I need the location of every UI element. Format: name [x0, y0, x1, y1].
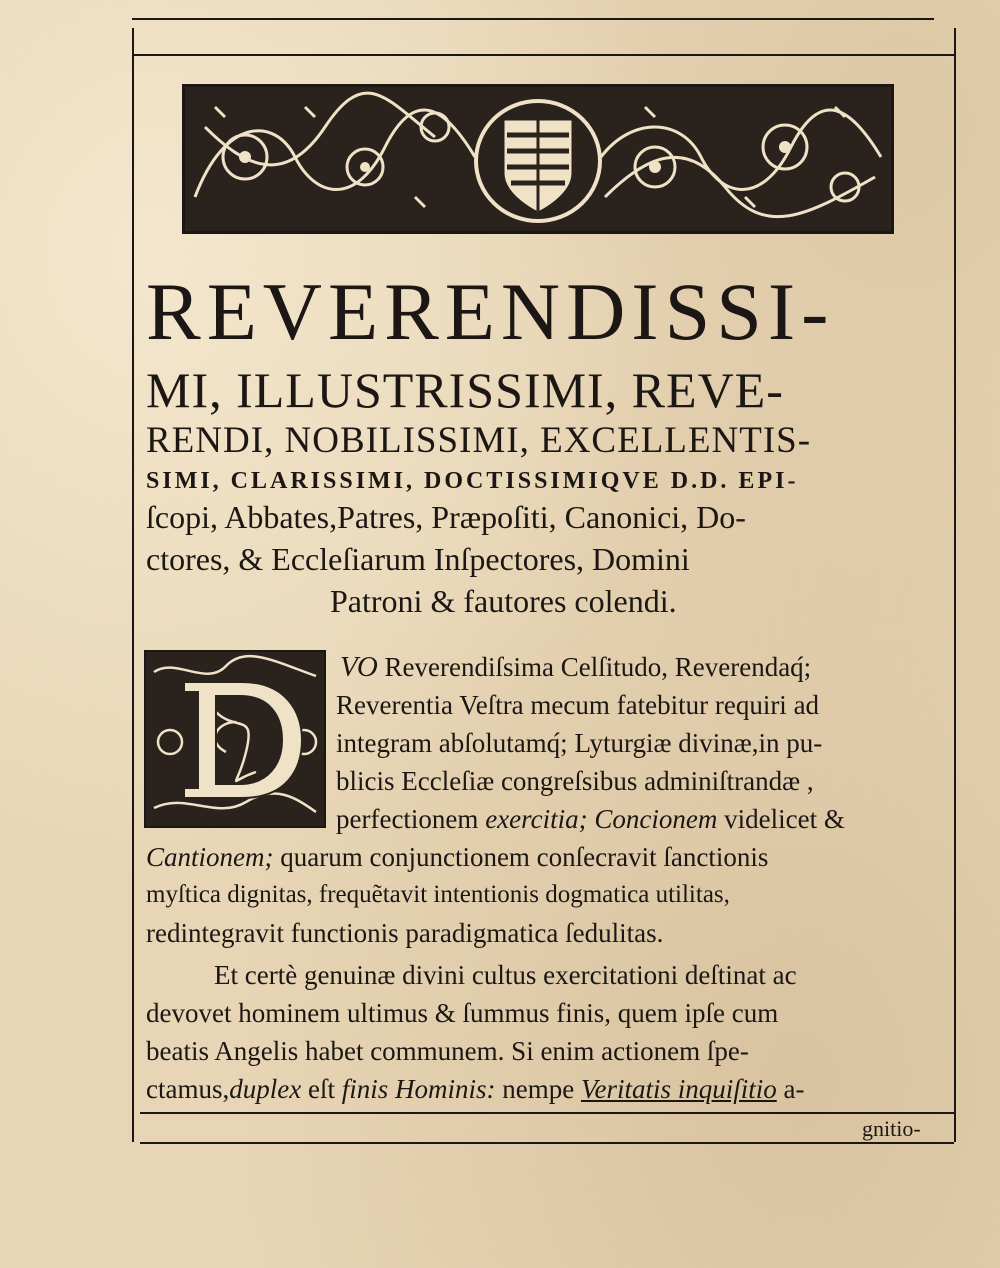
woodcut-headpiece: [182, 84, 894, 234]
body-line-1: [340, 650, 811, 684]
body-line-2: Reverentia Veſtra mecum fatebitur requiri ad: [336, 690, 820, 720]
body-text-12g: a-: [776, 1074, 805, 1104]
body-text-5a: perfectionem: [336, 804, 486, 834]
heading-line-6: ctores, & Eccleſiarum Inſpectores, Domini: [146, 541, 690, 577]
body-text-5b: exercitia; Concionem: [485, 804, 718, 834]
heading-line-1: REVERENDISSI-: [146, 266, 835, 357]
heading-line-4: SIMI, CLARISSIMI, DOCTISSIMIQVE D.D. EPI-: [146, 468, 799, 494]
bottom-rule: [140, 1112, 954, 1114]
catchword: gnitio-: [862, 1116, 921, 1141]
body-line-3: integram abſolutamq́; Lyturgiæ divinæ,in pu-: [336, 728, 823, 758]
top-rule: [132, 18, 934, 20]
body-text-6a: Cantionem;: [146, 842, 274, 872]
body-line-9: Et certè genuinæ divini cultus exercitationi deſtinat ac: [214, 960, 797, 990]
body-line-4: blicis Eccleſiæ congreſsibus adminiſtrandæ ,: [336, 766, 814, 796]
body-text-6b: quarum conjunctionem conſecravit ſanctionis: [273, 842, 769, 872]
body-line-6: [146, 840, 768, 874]
heading-line-5: ſcopi, Abbates,Patres, Præpoſiti, Canonici, Do-: [146, 499, 746, 535]
headpiece-ornament-icon: [185, 87, 891, 231]
body-text-12d: finis Hominis:: [341, 1074, 496, 1104]
body-line-11: beatis Angelis habet communem. Si enim actionem ſpe-: [146, 1036, 749, 1066]
heading-line-2: MI, ILLUSTRISSIMI, REVE-: [146, 362, 784, 418]
heading-line-7: Patroni & fautores colendi.: [330, 583, 677, 619]
body-line-7: myſtica dignitas, frequẽtavit intentionis dogmatica utilitas,: [146, 881, 730, 908]
initial-continuation: VO: [340, 651, 378, 683]
body-line-12: [146, 1072, 804, 1106]
body-line-8: redintegravit functionis paradigmatica ſedulitas.: [146, 918, 664, 948]
initial-d-ornament-icon: [146, 652, 324, 826]
decorated-initial-d: [144, 650, 326, 828]
body-line-5: [336, 802, 845, 836]
body-text-12c: eſt: [301, 1074, 342, 1104]
footer-rule: [140, 1142, 954, 1144]
body-text-5c: videlicet &: [717, 804, 845, 834]
body-text-12b: duplex: [229, 1074, 302, 1104]
body-text-12e: nempe: [495, 1074, 581, 1104]
heading-line-3: RENDI, NOBILISSIMI, EXCELLENTIS-: [146, 420, 812, 461]
body-line-10: devovet hominem ultimus & ſummus finis, quem ipſe cum: [146, 998, 779, 1028]
body-text-12a: ctamus,: [146, 1074, 230, 1104]
body-text-1: Reverendiſsima Celſitudo, Reverendaq́;: [377, 652, 812, 682]
body-text-12f: Veritatis inquiſitio: [580, 1074, 777, 1104]
